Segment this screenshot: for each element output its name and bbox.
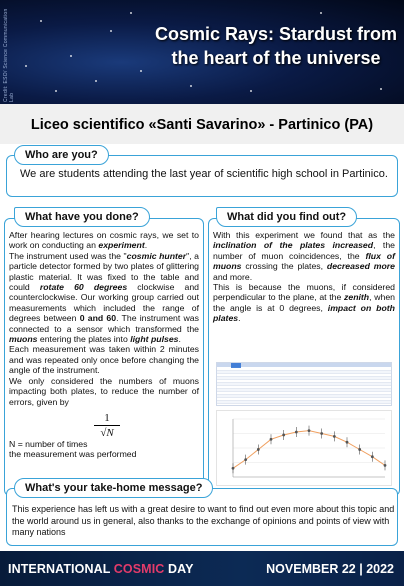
footer-banner bbox=[0, 551, 404, 586]
image-credit: Credit: ESO/ Science Communication Lab bbox=[3, 8, 15, 102]
event-name: INTERNATIONAL COSMIC DAY bbox=[8, 562, 194, 576]
done-para-1: After hearing lectures on cosmic rays, we set to work on conducting an experiment. bbox=[9, 230, 199, 251]
who-heading: Who are you? bbox=[14, 145, 109, 165]
done-heading: What have you done? bbox=[14, 207, 150, 227]
table-row bbox=[217, 404, 392, 406]
found-text bbox=[213, 230, 395, 324]
chart-point bbox=[244, 458, 247, 461]
done-para-3: Each measurement was taken within 2 minutes and was repeated only once before changing the angle of the instrument. bbox=[9, 344, 199, 376]
done-para-2: The instrument used was the "cosmic hunter", a particle detector formed by two plates of glittering plastic material. It was fixed to the table and could rotate 60 degrees clockwise and counterclockwise. Our working group carried out measurements which included the range of degrees between 0 and 60. The instrument was connected to a sensor which transformed the muons entering the plates into light pulses. bbox=[9, 250, 199, 345]
take-text: This experience has left us with a great desire to want to find out even more about this topic and the world around us in general, also thanks to the exchange of opinions and points of view with many nations bbox=[12, 504, 395, 537]
found-para-2: This is because the muons, if considered perpendicular to the plane, at the zenith, when the angle is at 0 degrees, impact on both plates. bbox=[213, 282, 395, 324]
chart-point bbox=[320, 432, 323, 435]
done-text bbox=[9, 230, 199, 407]
table-header-row bbox=[217, 363, 392, 367]
chart-point bbox=[333, 435, 336, 438]
header-banner bbox=[0, 0, 404, 104]
school-name: Liceo scientifico «Santi Savarino» - Partinico (PA) bbox=[30, 117, 374, 133]
formula-numerator: 1 bbox=[94, 412, 120, 426]
chart-point bbox=[308, 429, 311, 432]
chart-point bbox=[282, 434, 285, 437]
chart-point bbox=[232, 467, 235, 470]
chart-point bbox=[346, 441, 349, 444]
chart-point bbox=[384, 464, 387, 467]
done-para-4: We only considered the numbers of muons impacting both plates, to reduce the number of errors, given by bbox=[9, 375, 199, 407]
found-heading: What did you find out? bbox=[216, 207, 357, 227]
found-para-1: With this experiment we found that as the inclination of the plates increased, the number of muon coincidences, the flux of muons crossing the plates, decreased more and more. bbox=[213, 230, 396, 282]
chart-svg bbox=[217, 411, 393, 487]
data-table-image bbox=[216, 362, 392, 406]
muon-chart bbox=[216, 410, 392, 486]
n-definition: N = number of times bbox=[9, 439, 88, 449]
page-title bbox=[150, 22, 402, 70]
chart-point bbox=[295, 431, 298, 434]
title-line-1: Cosmic Rays: Stardust from bbox=[154, 24, 398, 44]
title-line-2: the heart of the universe bbox=[171, 48, 381, 68]
take-heading: What's your take-home message? bbox=[14, 478, 213, 498]
done-footnote bbox=[9, 439, 199, 460]
chart-point bbox=[257, 448, 260, 451]
chart-point bbox=[270, 438, 273, 441]
chart-point bbox=[358, 448, 361, 451]
event-date: NOVEMBER 22 | 2022 bbox=[266, 562, 394, 576]
who-text: We are students attending the last year of scientific high school in Partinico. bbox=[20, 168, 388, 180]
chart-point bbox=[371, 455, 374, 458]
n-definition-2: the measurement was performed bbox=[9, 449, 137, 460]
error-formula bbox=[94, 412, 120, 440]
formula-denominator: √N bbox=[100, 427, 114, 439]
